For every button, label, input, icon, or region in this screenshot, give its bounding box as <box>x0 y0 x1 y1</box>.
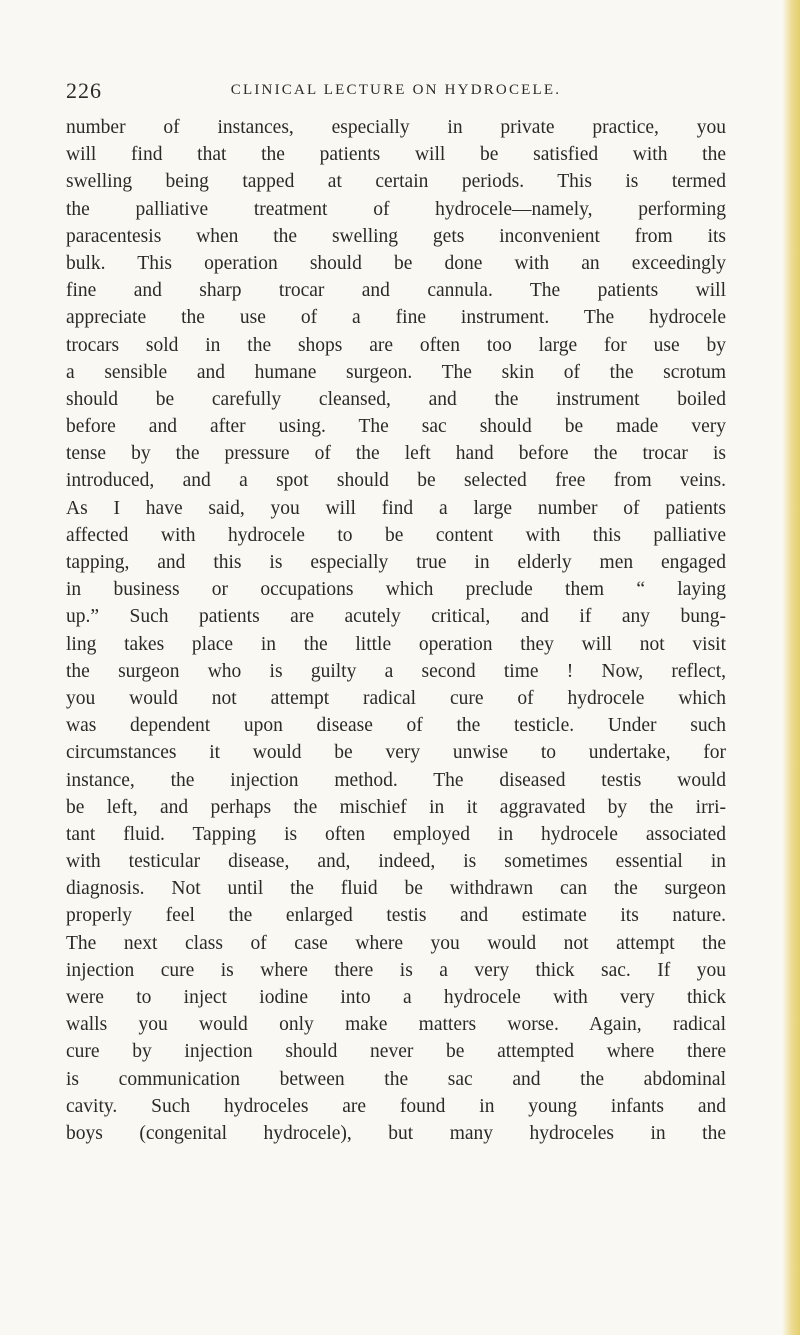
text-line: affected with hydrocele to be content with this palliative <box>66 524 726 546</box>
text-line: injection cure is where there is a very thick sac. If you <box>66 959 726 981</box>
text-line: ling takes place in the little operation they will not visit <box>66 633 726 655</box>
text-line: cavity. Such hydroceles are found in young infants and <box>66 1095 726 1117</box>
text-line: instance, the injection method. The diseased testis would <box>66 769 726 791</box>
text-line: was dependent upon disease of the testicle. Under such <box>66 715 726 737</box>
text-line: cure by injection should never be attempted where there <box>66 1041 726 1063</box>
text-line: circumstances it would be very unwise to undertake, for <box>66 742 726 764</box>
text-line: up.” Such patients are acutely critical, and if any bung- <box>66 606 726 628</box>
text-line: appreciate the use of a fine instrument. The hydrocele <box>66 307 726 329</box>
text-line: in business or occupations which preclude them “ laying <box>66 579 726 601</box>
text-line: tense by the pressure of the left hand before the trocar is <box>66 443 726 465</box>
text-line: trocars sold in the shops are often too large for use by <box>66 334 726 356</box>
text-line: The next class of case where you would not attempt the <box>66 932 726 954</box>
text-line: fine and sharp trocar and cannula. The patients will <box>66 280 726 302</box>
text-line: diagnosis. Not until the fluid be withdrawn can the surgeon <box>66 878 726 900</box>
text-line: before and after using. The sac should be made very <box>66 416 726 438</box>
page-header <box>66 78 726 108</box>
text-line: number of instances, especially in private practice, you <box>66 117 726 138</box>
text-line: properly feel the enlarged testis and estimate its nature. <box>66 905 726 927</box>
text-line: paracentesis when the swelling gets inconvenient from its <box>66 225 726 247</box>
text-line: tant fluid. Tapping is often employed in hydrocele associated <box>66 823 726 845</box>
text-line: with testicular disease, and, indeed, is sometimes essential in <box>66 851 726 873</box>
page-number: 226 <box>66 78 102 103</box>
text-line: walls you would only make matters worse. Again, radical <box>66 1014 726 1036</box>
text-line: introduced, and a spot should be selected free from veins. <box>66 470 726 492</box>
running-head: CLINICAL LECTURE ON HYDROCELE. <box>230 82 562 98</box>
text-line: As I have said, you will find a large number of patients <box>66 497 726 519</box>
page-edge-shading <box>782 0 800 1335</box>
text-line: tapping, and this is especially true in elderly men engaged <box>66 552 726 573</box>
text-line: boys (congenital hydrocele), but many hydroceles in the <box>66 1122 726 1144</box>
text-line: bulk. This operation should be done with an exceedingly <box>66 252 726 274</box>
text-line: the palliative treatment of hydrocele—namely, performing <box>66 198 726 220</box>
text-line: were to inject iodine into a hydrocele with very thick <box>66 987 726 1008</box>
body-text <box>66 114 726 1147</box>
text-line: be left, and perhaps the mischief in it aggravated by the irri- <box>66 796 726 818</box>
text-line: should be carefully cleansed, and the instrument boiled <box>66 388 726 410</box>
text-line: a sensible and humane surgeon. The skin of the scrotum <box>66 361 726 383</box>
text-line: you would not attempt radical cure of hydrocele which <box>66 687 726 709</box>
text-line: the surgeon who is guilty a second time ! Now, reflect, <box>66 660 726 682</box>
text-line: will find that the patients will be satisfied with the <box>66 144 726 166</box>
text-line: is communication between the sac and the abdominal <box>66 1068 726 1090</box>
text-line: swelling being tapped at certain periods. This is termed <box>66 171 726 193</box>
